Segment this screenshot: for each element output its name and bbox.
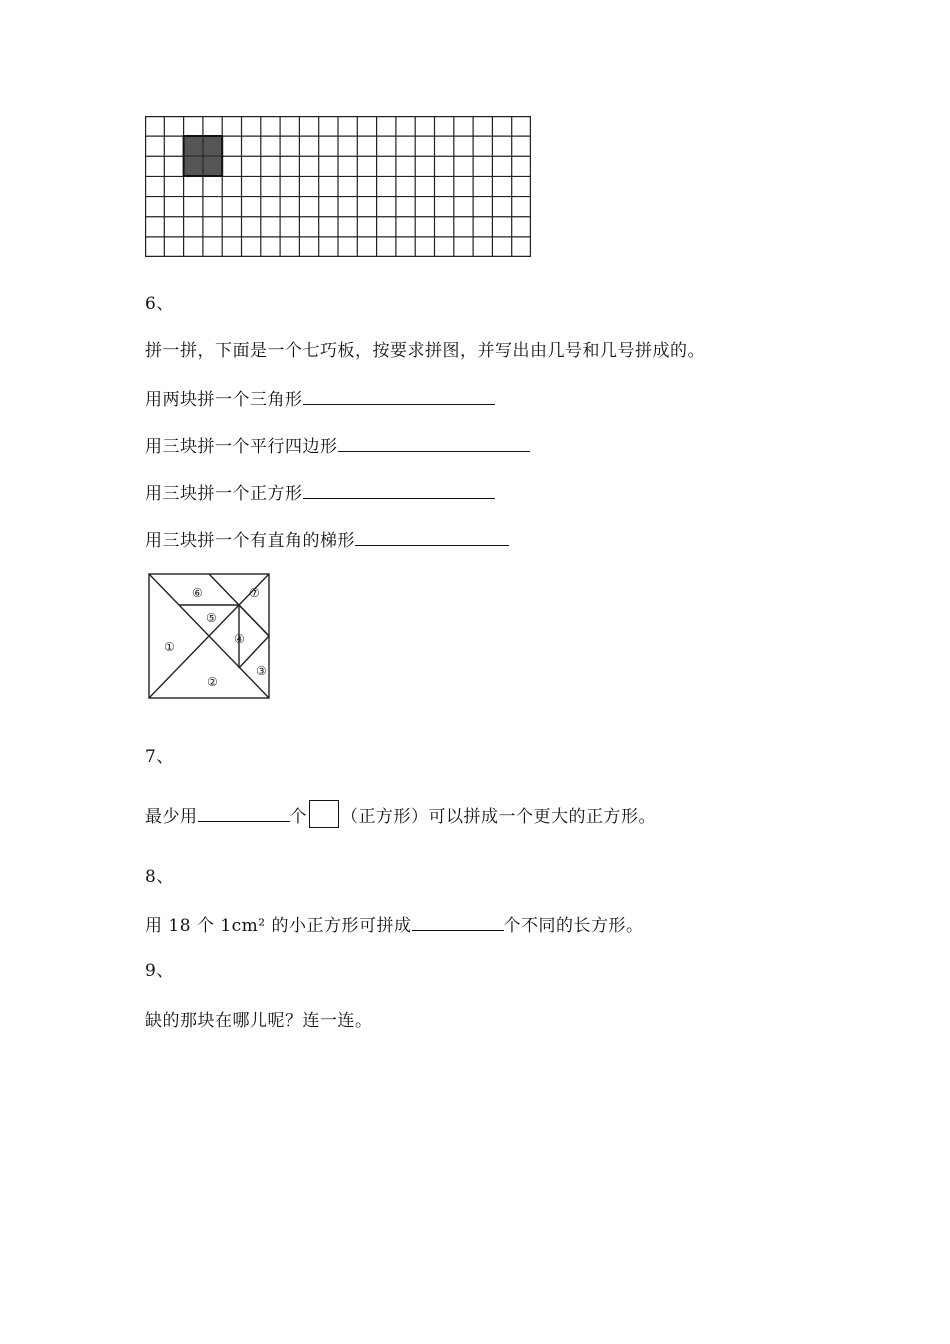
tangram-figure <box>145 571 273 701</box>
small-square-icon <box>309 800 339 828</box>
question-7-number: 7、 <box>145 747 174 767</box>
answer-blank[interactable] <box>303 386 495 405</box>
tangram-label-5: ⑤ <box>206 611 217 625</box>
question-6-item-4: 用三块拼一个有直角的梯形 <box>145 527 509 552</box>
question-6-number: 6、 <box>145 294 174 314</box>
answer-blank[interactable] <box>412 912 504 931</box>
question-8-number: 8、 <box>145 867 174 887</box>
answer-blank[interactable] <box>303 480 495 499</box>
tangram-label-1: ① <box>164 640 175 654</box>
tangram-label-4: ④ <box>234 632 245 646</box>
answer-blank[interactable] <box>338 433 530 452</box>
tangram-label-7: ⑦ <box>249 586 260 600</box>
square-grid-figure <box>145 116 531 257</box>
question-7-text: 最少用 个 （正方形）可以拼成一个更大的正方形。 <box>145 800 656 828</box>
answer-blank[interactable] <box>355 527 509 546</box>
answer-blank[interactable] <box>198 803 290 822</box>
question-6-prompt: 拼一拼，下面是一个七巧板，按要求拼图，并写出由几号和几号拼成的。 <box>145 341 705 361</box>
question-6-item-1: 用两块拼一个三角形 <box>145 386 495 411</box>
tangram-label-2: ② <box>207 675 218 689</box>
question-9-prompt: 缺的那块在哪儿呢？连一连。 <box>145 1011 373 1031</box>
question-6-item-2: 用三块拼一个平行四边形 <box>145 433 530 458</box>
question-9-number: 9、 <box>145 961 174 981</box>
question-6-item-3: 用三块拼一个正方形 <box>145 480 495 505</box>
question-8-text: 用 18 个 1cm² 的小正方形可拼成 个不同的长方形。 <box>145 912 644 937</box>
tangram-label-3: ③ <box>256 664 267 678</box>
tangram-label-6: ⑥ <box>192 586 203 600</box>
